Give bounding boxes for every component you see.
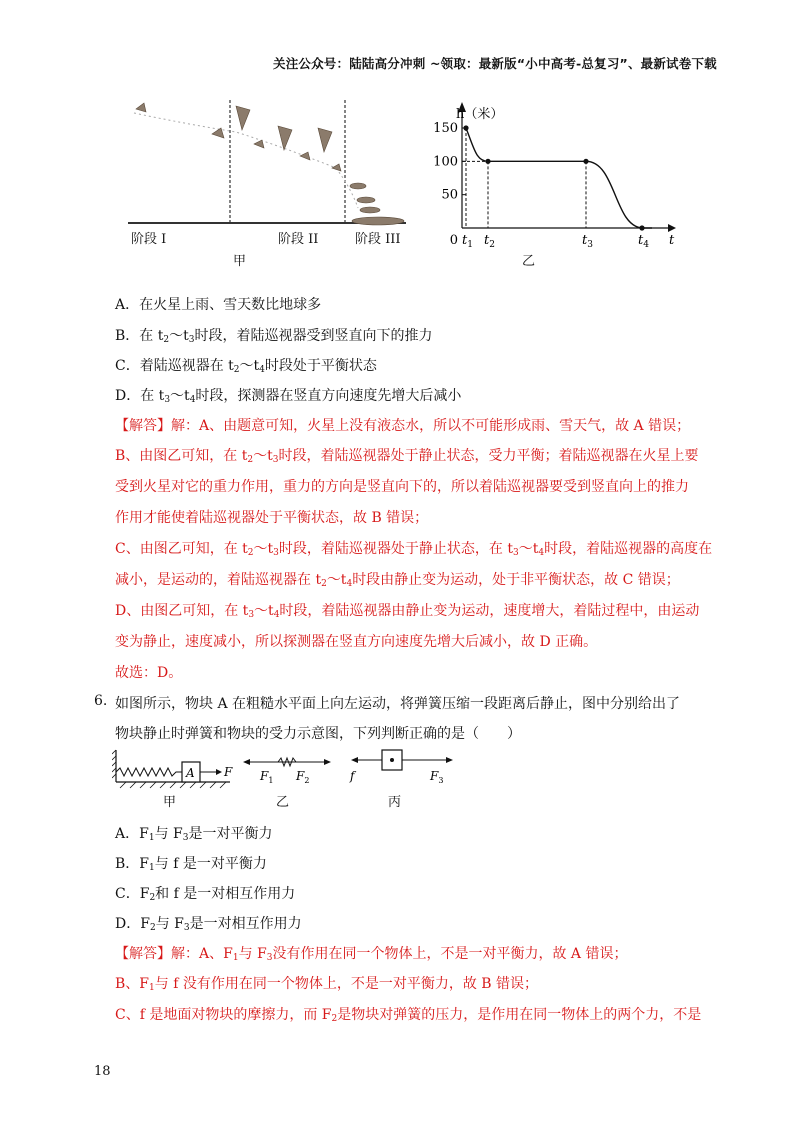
q6-option-a: A．$F_1$与 $F_3$是一对平衡力 bbox=[115, 826, 273, 843]
point-t4 bbox=[639, 225, 644, 230]
force-f1-label: $F_1$ bbox=[260, 769, 274, 785]
x-axis-arrow bbox=[668, 224, 676, 232]
point-t1 bbox=[463, 125, 468, 130]
stage-3-label: 阶段 III bbox=[355, 232, 401, 247]
chart-y-axis-label: h（米） bbox=[456, 107, 504, 122]
q6-figure-bing bbox=[344, 742, 474, 788]
point-t3 bbox=[583, 159, 588, 164]
capsule-1 bbox=[136, 103, 146, 112]
page-number: 18 bbox=[94, 1064, 111, 1079]
y-tick-label-150: 150 bbox=[433, 121, 458, 136]
capsule-8 bbox=[332, 164, 341, 171]
x-tick-label-t3: $t_3$ bbox=[582, 233, 593, 250]
q6-jia-caption: 甲 bbox=[163, 795, 177, 810]
q5-option-c: C．着陆巡视器在 $t_2\sim t_4$时段处于平衡状态 bbox=[115, 358, 377, 375]
q6-yi-caption: 乙 bbox=[276, 795, 290, 810]
stage-2-label: 阶段 II bbox=[278, 232, 319, 247]
lander-9 bbox=[350, 183, 366, 189]
lander-10 bbox=[357, 197, 375, 203]
q5-answer-line-3: 受到火星对它的重力作用，重力的方向是竖直向下的，所以着陆巡视器要受到竖直向上的推力 bbox=[115, 479, 689, 495]
q6-option-c: C．$F_2$和 f 是一对相互作用力 bbox=[115, 886, 296, 903]
lander-capsules bbox=[136, 103, 404, 225]
figure-jia-caption: 甲 bbox=[233, 254, 247, 269]
q5-option-b: B．在 $t_2\sim t_3$时段，着陆巡视器受到竖直向下的推力 bbox=[115, 328, 433, 345]
q5-answer-line-7: D、由图乙可知，在 $t_3\sim t_4$时段，着陆巡视器由静止变为运动，速度增大，着陆过程中，由运动 bbox=[115, 603, 700, 620]
q6-answer-line-1: 【解答】解：A、$F_1$与 $F_3$没有作用在同一个物体上，不是一对平衡力，故 A 错误； bbox=[115, 946, 628, 963]
q5-answer-line-8: 变为静止，速度减小，所以探测器在竖直方向速度先增大后减小，故 D 正确。 bbox=[115, 634, 598, 650]
q6-stem-line-1: 如图所示，物块 A 在粗糙水平面上向左运动，将弹簧压缩一段距离后静止，图中分别给出了 bbox=[115, 696, 681, 712]
capsule-6 bbox=[254, 140, 264, 148]
q5-answer-line-4: 作用才能使着陆巡视器处于平衡状态，故 B 错误； bbox=[115, 510, 429, 526]
capsule-5 bbox=[318, 128, 332, 152]
q5-answer-line-6: 减小，是运动的，着陆巡视器在 $t_2\sim t_4$时段由静止变为运动，处于非平衡状态，故 C 错误； bbox=[115, 572, 680, 589]
lander-11 bbox=[360, 207, 380, 213]
height-curve bbox=[466, 128, 652, 228]
q5-answer-line-1: 【解答】解：A、由题意可知，火星上没有液态水，所以不可能形成雨、雪天气，故 A 错误； bbox=[115, 418, 691, 434]
block-a-label: A bbox=[186, 766, 195, 780]
q5-answer-line-9: 故选：D。 bbox=[115, 665, 183, 681]
point-t2 bbox=[485, 159, 490, 164]
force-f3-label: $F_3$ bbox=[430, 769, 444, 785]
q6-answer-line-3: C、f 是地面对物块的摩擦力，而 $F_2$是物块对弹簧的压力，是作用在同一物体上的两个力，不是 bbox=[115, 1007, 702, 1024]
height-time-chart bbox=[420, 96, 680, 256]
x-tick-label-t1: $t_1$ bbox=[462, 233, 473, 250]
q5-answer-line-2: B、由图乙可知，在 $t_2\sim t_3$时段，着陆巡视器处于静止状态，受力平衡；着陆巡视器在火星上要 bbox=[115, 448, 699, 465]
force-f-label: F bbox=[224, 765, 233, 779]
y-tick-label-50: 50 bbox=[441, 187, 458, 203]
q6-figure-jia bbox=[112, 748, 242, 792]
trajectory-path bbox=[134, 113, 358, 208]
q6-number: 6. bbox=[94, 693, 108, 709]
y-tick-label-100: 100 bbox=[433, 154, 458, 170]
q6-answer-line-2: B、$F_1$与 f 没有作用在同一个物体上，不是一对平衡力，故 B 错误； bbox=[115, 976, 539, 993]
page-header: 关注公众号：陆陆高分冲刺 ~领取：最新版“小中高考-总复习”、最新试卷下载 bbox=[273, 56, 717, 71]
q6-bing-caption: 丙 bbox=[388, 795, 402, 810]
q6-option-b: B．$F_1$与 f 是一对平衡力 bbox=[115, 856, 267, 873]
stage-1-label: 阶段 I bbox=[131, 232, 167, 247]
x-tick-label-t4: $t_4$ bbox=[638, 233, 649, 250]
figure-yi-caption: 乙 bbox=[522, 254, 536, 269]
capsule-3 bbox=[236, 106, 250, 130]
q6-stem-line-2: 物块静止时弹簧和物块的受力示意图，下列判断正确的是（ ） bbox=[115, 726, 521, 742]
friction-f-label: f bbox=[350, 769, 355, 783]
q5-option-a: A．在火星上雨、雪天数比地球多 bbox=[115, 297, 322, 313]
force-f2-label: $F_2$ bbox=[296, 769, 310, 785]
q6-figure-yi bbox=[240, 748, 340, 788]
center-point bbox=[390, 758, 394, 762]
chart-x-axis-label: t bbox=[669, 233, 675, 248]
spring bbox=[116, 768, 182, 776]
q6-option-d: D．$F_2$与 $F_3$是一对相互作用力 bbox=[115, 916, 302, 933]
q5-option-d: D．在 $t_3\sim t_4$时段，探测器在竖直方向速度先增大后减小 bbox=[115, 388, 462, 405]
q5-answer-line-5: C、由图乙可知，在 $t_2\sim t_3$时段，着陆巡视器处于静止状态，在 $t_3\sim t_4$时段，着陆巡视器的高度在 bbox=[115, 541, 713, 558]
capsule-7 bbox=[300, 152, 310, 160]
lander-landed bbox=[352, 217, 404, 225]
x-tick-label-t2: $t_2$ bbox=[484, 233, 495, 250]
chart-origin-label: 0 bbox=[449, 233, 458, 248]
